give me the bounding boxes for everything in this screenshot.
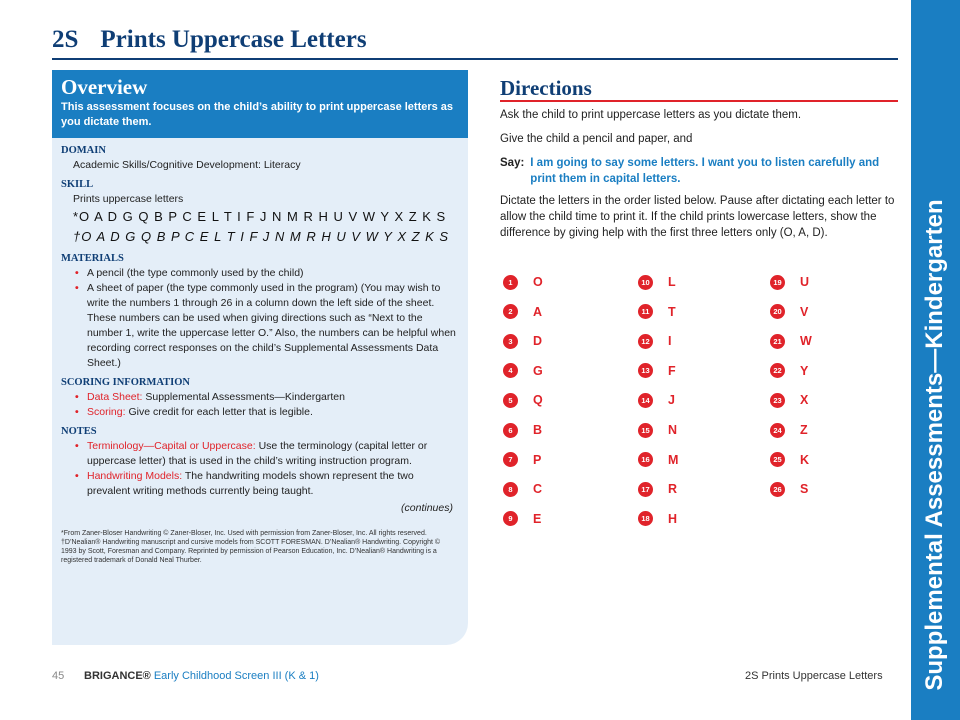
letter-item: [503, 333, 623, 349]
letter-item: [638, 363, 758, 379]
scoring-item: [73, 405, 459, 420]
letter-item: [770, 333, 890, 349]
materials-list: [61, 266, 459, 371]
letter-label: N: [668, 423, 678, 437]
number-badge: 21: [770, 334, 785, 349]
scoring-item-label: Data Sheet:: [87, 391, 143, 403]
directions-body: [500, 107, 900, 249]
number-badge: 1: [503, 275, 518, 290]
bullet-icon: •: [75, 470, 79, 482]
letter-label: V: [800, 304, 809, 319]
notes-item: [73, 469, 459, 499]
materials-title: MATERIALS: [61, 253, 124, 264]
letter-label: Q: [533, 393, 543, 408]
letter-item: [503, 304, 623, 320]
footer-brand: [84, 670, 319, 682]
number-badge: 26: [770, 482, 785, 497]
letter-label: K: [800, 452, 810, 467]
number-badge: 25: [770, 452, 785, 467]
letter-label: U: [800, 275, 810, 289]
domain-text: Academic Skills/Cognitive Development: Literacy: [73, 159, 301, 171]
letter-item: [638, 422, 758, 438]
bullet-icon: •: [75, 406, 79, 418]
footer-page-number: 45: [52, 670, 65, 682]
number-badge: 9: [503, 511, 518, 526]
number-badge: 22: [770, 363, 785, 378]
overview-box: [52, 70, 468, 138]
letter-label: M: [668, 452, 679, 467]
letter-item: [638, 274, 758, 290]
scoring-item: [73, 390, 459, 405]
letter-label: S: [800, 482, 809, 497]
number-badge: 10: [638, 275, 653, 290]
letter-label: T: [668, 304, 676, 319]
directions-title: Directions: [500, 76, 592, 100]
letter-label: J: [668, 393, 675, 408]
side-band-title: Supplemental Assessments—Kindergarten: [921, 199, 948, 691]
letter-item: [503, 422, 623, 438]
notes-item-label: Handwriting Models:: [87, 470, 183, 482]
bullet-icon: •: [75, 391, 79, 403]
number-badge: 6: [503, 423, 518, 438]
footer-brand-name: BRIGANCE®: [84, 670, 151, 682]
bullet-icon: •: [75, 282, 79, 294]
letter-item: [638, 481, 758, 497]
letter-label: E: [533, 511, 542, 526]
letter-label: D: [533, 334, 543, 349]
letter-label: Z: [800, 423, 808, 437]
overview-panel: [52, 70, 468, 645]
directions-divider: [500, 100, 898, 102]
letter-item: [770, 481, 890, 497]
say-label: Say:: [500, 157, 525, 169]
footnotes: [61, 529, 459, 565]
materials-item: [73, 281, 459, 371]
notes-item-label: Terminology—Capital or Uppercase:: [87, 440, 256, 452]
letter-item: [503, 511, 623, 527]
continues-label: (continues): [401, 502, 453, 514]
notes-item: [73, 439, 459, 469]
number-badge: 7: [503, 452, 518, 467]
assessment-code: 2S: [52, 26, 79, 53]
scoring-list: [61, 390, 459, 420]
number-badge: 3: [503, 334, 518, 349]
scoring-item-text: Give credit for each letter that is legible.: [125, 406, 313, 418]
bullet-icon: •: [75, 267, 79, 279]
domain-title: DOMAIN: [61, 145, 106, 156]
letter-item: [770, 452, 890, 468]
footnote: †D’Nealian® Handwriting manuscript and cursive models from SCOTT FORESMAN. D’Nealian® Handwriting. Copyright © 1993 by Scott, Foresman and Company. Reprinted by permission of Pearson Education, Inc. D’Nealian® Handwriting is a registered trademark of Donald Neal Thurber.: [61, 539, 441, 564]
number-badge: 15: [638, 423, 653, 438]
page-header: [52, 26, 367, 54]
number-badge: 5: [503, 393, 518, 408]
scoring-item-text: Supplemental Assessments—Kindergarten: [142, 391, 345, 403]
letter-item: [638, 333, 758, 349]
bullet-icon: •: [75, 440, 79, 452]
number-badge: 18: [638, 511, 653, 526]
directions-paragraph: Dictate the letters in the order listed below. Pause after dictating each letter to allow the child time to print it. If the child prints lowercase letters, show the difference by giving help with the first three letters only (O, A, D).: [500, 195, 895, 239]
directions-paragraph: Ask the child to print uppercase letters as you dictate them.: [500, 109, 802, 121]
number-badge: 2: [503, 304, 518, 319]
letter-item: [770, 274, 890, 290]
letter-item: [638, 392, 758, 408]
number-badge: 20: [770, 304, 785, 319]
letter-item: [770, 392, 890, 408]
letter-label: P: [533, 452, 542, 467]
number-badge: 12: [638, 334, 653, 349]
overview-title: Overview: [61, 75, 148, 99]
number-badge: 16: [638, 452, 653, 467]
overview-text: This assessment focuses on the child’s ability to print uppercase letters as you dictate them.: [61, 101, 454, 128]
letter-item: [770, 422, 890, 438]
notes-title: NOTES: [61, 426, 97, 437]
letter-item: [503, 481, 623, 497]
number-badge: 17: [638, 482, 653, 497]
number-badge: 24: [770, 423, 785, 438]
footer-section-label: 2S Prints Uppercase Letters: [745, 670, 883, 682]
number-badge: 11: [638, 304, 653, 319]
letter-label: I: [668, 334, 672, 349]
number-badge: 13: [638, 363, 653, 378]
letter-label: W: [800, 334, 812, 349]
letter-label: G: [533, 363, 543, 378]
letter-item: [503, 392, 623, 408]
directions-paragraph: Give the child a pencil and paper, and: [500, 133, 693, 145]
letter-item: [638, 511, 758, 527]
letter-item: [770, 304, 890, 320]
materials-item-text: A sheet of paper (the type commonly used in the program) (You may wish to write the numbers 1 through 26 in a column down the left side of the sheet. These numbers can be used when giving directions such as “Next to the number 1, write the uppercase letter O.” Also, the numbers can be helpful when recording correct responses on the child’s Supplemental Assessments Data Sheet.): [87, 282, 456, 369]
letter-item: [503, 363, 623, 379]
letter-label: Y: [800, 363, 809, 378]
letter-label: C: [533, 482, 543, 497]
number-badge: 8: [503, 482, 518, 497]
number-badge: 19: [770, 275, 785, 290]
page-title: Prints Uppercase Letters: [100, 26, 367, 53]
skill-title: SKILL: [61, 179, 94, 190]
panel-body: [52, 138, 468, 565]
manuscript-letters: *O A D G Q B P C E L T I F J N M R H U V W Y X Z K S: [73, 209, 447, 224]
scoring-item-label: Scoring:: [87, 406, 126, 418]
letter-label: R: [668, 482, 678, 497]
letter-item: [638, 452, 758, 468]
letter-label: L: [668, 275, 676, 289]
notes-item-text: The handwriting models shown represent the two prevalent writing methods currently being taught.: [87, 470, 414, 497]
header-divider: [52, 58, 898, 60]
cursive-letters: †O A D G Q B P C E L T I F J N M R H U V W Y X Z K S: [73, 229, 450, 244]
letter-item: [503, 452, 623, 468]
notes-list: [61, 439, 459, 499]
say-block: [500, 155, 900, 187]
materials-item: [73, 266, 459, 281]
scoring-title: SCORING INFORMATION: [61, 377, 191, 388]
letter-item: [503, 274, 623, 290]
letter-label: A: [533, 304, 543, 319]
number-badge: 4: [503, 363, 518, 378]
footer-brand-product: Early Childhood Screen III (K & 1): [150, 670, 319, 682]
footnote: *From Zaner-Bloser Handwriting © Zaner-Bloser, Inc. Used with permission from Zaner-Bloser, Inc. All rights reserved.: [61, 530, 427, 537]
letter-item: [638, 304, 758, 320]
letter-label: F: [668, 363, 676, 378]
letter-item: [770, 363, 890, 379]
letter-label: B: [533, 423, 543, 437]
number-badge: 23: [770, 393, 785, 408]
say-text: I am going to say some letters. I want you to listen carefully and print them in capital letters.: [530, 157, 880, 185]
letter-label: H: [668, 511, 678, 526]
skill-text: Prints uppercase letters: [73, 193, 184, 205]
letter-label: O: [533, 275, 543, 289]
notes-item-text: Use the terminology (capital letter or uppercase letter) that is used in the child’s writing instruction program.: [87, 440, 428, 467]
materials-item-text: A pencil (the type commonly used by the child): [87, 267, 304, 279]
number-badge: 14: [638, 393, 653, 408]
letter-label: X: [800, 393, 809, 408]
